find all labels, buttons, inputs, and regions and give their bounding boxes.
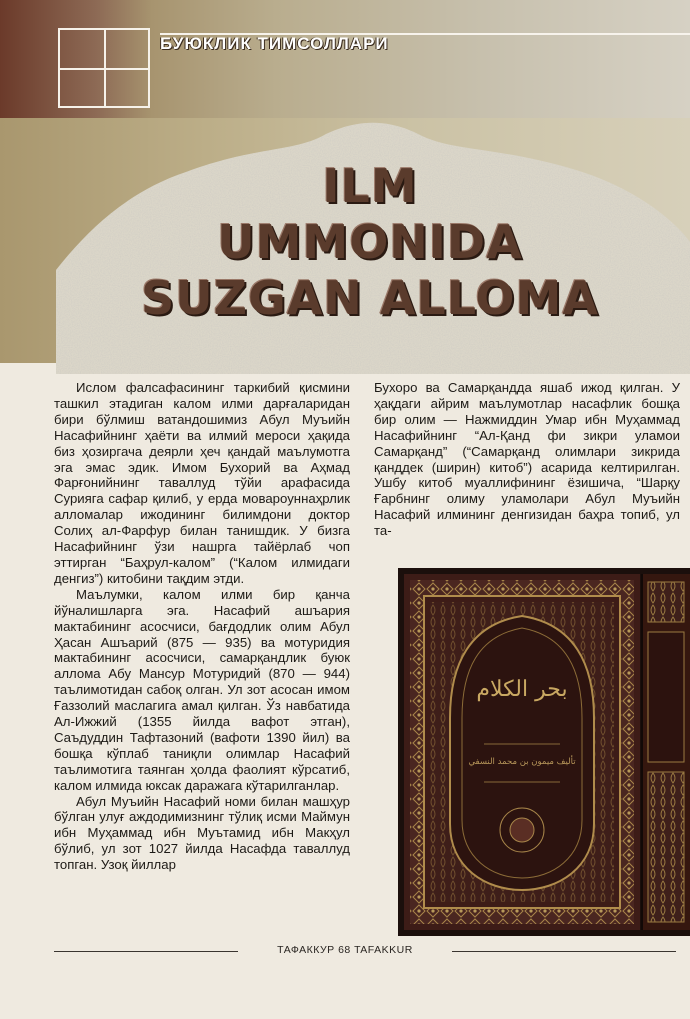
- headline-line: SUZGAN ALLOMA: [141, 271, 599, 325]
- paragraph: Маълумки, калом илми бир қанча йўналишларга эга. Насафий ашъария мактабининг асосчиси, бағдодлик олим Абул Ҳасан Ашъарий (875 — 935) ва мотуридия мактабининг асосчиси, самарқандлик буюк аллома Абу Мансур Мотуридий (870 — 944) таълимотидан сабоқ олган. Ул зот асосан имом Ғаззолий маслагига амал қилган. Ўз навбатида Ал-Ижжий (1355 йилда вафот этган), Саъдуддин Тафтазоний (вафоти 1390 йил) ва бошқа кўплаб таниқли олимлар Насафий таълимотига таянган ҳолда фаолият кўрсатиб, калом илмида юксак даражага кўтарилганлар.: [54, 586, 350, 793]
- book-title: بحر الكلام: [476, 677, 568, 702]
- footer-rule-right: [452, 951, 676, 952]
- article-column-left: [54, 380, 350, 873]
- headline-line: ILM: [322, 159, 418, 213]
- article-headline: [90, 158, 650, 326]
- grid-decoration: [58, 28, 150, 108]
- paragraph: Ислом фалсафасининг таркибий қисмини ташкил этадиган калом илми дарғаларидан бири бўлмиш ватандошимиз Абул Муъийн Насафийнинг ҳаёти ва илмий мероси ҳақида биз ҳозиргача деярли ҳеч қандай маълумотга эга эмас эдик. Имом Бухорий ва Аҳмад Фарғонийнинг таваллуд тўйи арафасида Сурияга сафар қилиб, у ерда мовароуннаҳрлик алломалар ижодининг билимдони доктор Солиҳ ал-Фарфур билан танишдик. У бизга Насафийнинг ўзи нашрга тайёрлаб чоп эттирган “Баҳрул-калом” (“Калом илмидаги денгиз”) китобини тақдим этди.: [54, 380, 350, 586]
- headline-line: UMMONIDA: [217, 215, 523, 269]
- book-author: تأليف ميمون بن محمد النسفي: [468, 757, 576, 767]
- footer-rule-left: [54, 951, 238, 952]
- page-footer: ТАФАККУР 68 TAFAKKUR: [277, 944, 413, 956]
- article-column-right: [374, 380, 680, 539]
- book-cover-photo: [398, 568, 690, 936]
- section-title: БУЮКЛИК ТИМСОЛЛАРИ: [160, 34, 389, 53]
- paragraph: Бухоро ва Самарқандда яшаб ижод қилган. У ҳақдаги айрим маълумотлар насафлик бошқа бир олим — Нажмиддин Умар ибн Муҳаммад Насафийнинг “Ал-Қанд фи зикри уламои Самарқанд” (“Самарқанд олимлари зикрида қанддек (ширин) китоб”) асарида келтирилган. Ушбу китоб муаллифининг ёзишича, “Шарқу Ғарбнинг олиму уламолари Абул Муъийн Насафий илмининг денгизидан баҳра топиб, ул та-: [374, 380, 680, 539]
- paragraph: Абул Муъийн Насафий номи билан машҳур бўлган улуғ аждодимизнинг тўлиқ исми Маймун ибн Муҳаммад ибн Муътамид ибн Макҳул бўлиб, ул зот 1027 йилда Насафда таваллуд топган. Узоқ йиллар: [54, 793, 350, 873]
